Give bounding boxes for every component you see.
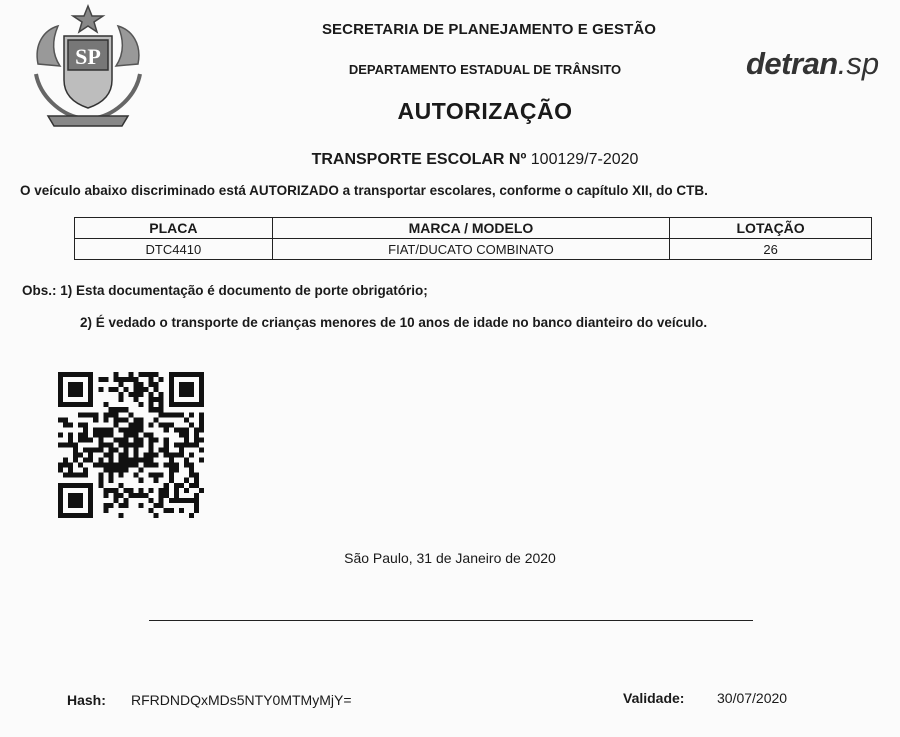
qr-code-icon xyxy=(56,372,206,518)
hash-label: Hash: xyxy=(67,692,106,708)
vehicle-table xyxy=(74,217,872,260)
document-title: AUTORIZAÇÃO xyxy=(397,98,573,124)
validade-value: 30/07/2020 xyxy=(717,690,788,706)
detran-logo: detran.sp xyxy=(746,46,880,81)
departamento-heading: DEPARTAMENTO ESTADUAL DE TRÂNSITO xyxy=(348,62,622,77)
svg-text:SP: SP xyxy=(75,44,101,69)
observation-2: 2) É vedado o transporte de crianças menores de 10 anos de idade no banco dianteiro do veículo. xyxy=(80,315,708,330)
table-header-row xyxy=(75,218,872,239)
observation-1: Obs.: 1) Esta documentação é documento de porte obrigatório; xyxy=(22,283,428,298)
column-header-lotacao: LOTAÇÃO xyxy=(670,218,872,239)
signature-line xyxy=(149,620,753,621)
cell-marca-modelo: FIAT/DUCATO COMBINATO xyxy=(272,239,669,260)
hash-value: RFRDNDQxMDs5NTY0MTMyMjY= xyxy=(131,692,352,708)
secretaria-heading: SECRETARIA DE PLANEJAMENTO E GESTÃO xyxy=(321,21,657,38)
transporte-label: TRANSPORTE ESCOLAR Nº xyxy=(311,151,527,168)
transporte-escolar-line xyxy=(0,151,900,169)
place-and-date: São Paulo, 31 de Janeiro de 2020 xyxy=(344,550,556,566)
cell-lotacao: 26 xyxy=(670,239,872,260)
validade-label: Validade: xyxy=(623,690,685,706)
authorization-statement: O veículo abaixo discriminado está AUTORIZADO a transportar escolares, conforme o capítulo XII, do CTB. xyxy=(20,183,708,198)
table-row xyxy=(75,239,872,260)
transporte-numero: 100129/7-2020 xyxy=(530,151,639,168)
cell-placa: DTC4410 xyxy=(75,239,273,260)
column-header-placa: PLACA xyxy=(75,218,273,239)
column-header-marca-modelo: MARCA / MODELO xyxy=(272,218,669,239)
